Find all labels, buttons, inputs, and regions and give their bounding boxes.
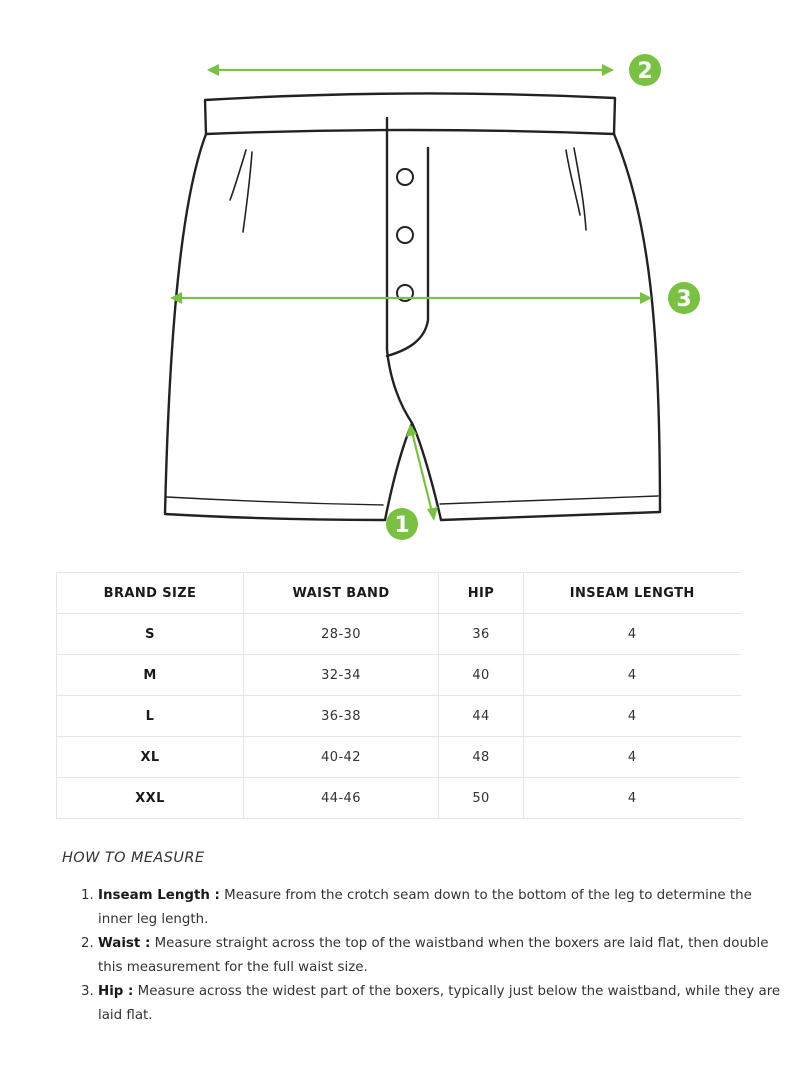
waist-arrow-left-head bbox=[207, 64, 219, 76]
item-text: Measure across the widest part of the boxers, typically just below the waistband, while they are laid flat. bbox=[98, 984, 781, 1023]
how-to-measure-title: HOW TO MEASURE bbox=[62, 850, 205, 866]
inseam-cell: 4 bbox=[524, 614, 741, 655]
header-waist-band: WAIST BAND bbox=[244, 573, 439, 614]
marker-3 bbox=[668, 282, 700, 314]
table-row bbox=[57, 614, 741, 655]
right-hem bbox=[440, 496, 658, 504]
table-header-row bbox=[57, 573, 741, 614]
table-row bbox=[57, 737, 741, 778]
hip-cell: 36 bbox=[439, 614, 524, 655]
item-term: Hip : bbox=[98, 984, 134, 999]
hip-cell: 48 bbox=[439, 737, 524, 778]
marker-1-label: 1 bbox=[394, 513, 410, 538]
marker-2 bbox=[629, 54, 661, 86]
hip-cell: 44 bbox=[439, 696, 524, 737]
header-brand-size: BRAND SIZE bbox=[57, 573, 244, 614]
button-2 bbox=[397, 227, 413, 243]
marker-1 bbox=[386, 508, 418, 540]
size-cell: L bbox=[57, 696, 244, 737]
inseam-arrow-bottom-head bbox=[427, 507, 438, 521]
size-cell: S bbox=[57, 614, 244, 655]
fly-outline bbox=[387, 118, 412, 423]
inseam-cell: 4 bbox=[524, 655, 741, 696]
hip-cell: 50 bbox=[439, 778, 524, 819]
button-1 bbox=[397, 169, 413, 185]
marker-2-label: 2 bbox=[637, 59, 653, 84]
size-cell: XXL bbox=[57, 778, 244, 819]
inseam-cell: 4 bbox=[524, 696, 741, 737]
marker-3-label: 3 bbox=[676, 287, 692, 312]
item-text: Measure from the crotch seam down to the bottom of the leg to determine the inner leg length. bbox=[98, 888, 752, 927]
inseam-cell: 4 bbox=[524, 737, 741, 778]
table-row bbox=[57, 696, 741, 737]
list-item bbox=[98, 932, 788, 980]
size-cell: XL bbox=[57, 737, 244, 778]
left-pleat-2 bbox=[243, 152, 252, 232]
item-term: Waist : bbox=[98, 936, 151, 951]
waist-cell: 44-46 bbox=[244, 778, 439, 819]
size-chart-table bbox=[56, 572, 741, 819]
waist-cell: 28-30 bbox=[244, 614, 439, 655]
waistband-outline bbox=[205, 93, 615, 134]
table-row bbox=[57, 778, 741, 819]
hip-cell: 40 bbox=[439, 655, 524, 696]
header-hip: HIP bbox=[439, 573, 524, 614]
size-cell: M bbox=[57, 655, 244, 696]
item-term: Inseam Length : bbox=[98, 888, 220, 903]
waist-cell: 40-42 bbox=[244, 737, 439, 778]
how-to-measure-list bbox=[62, 884, 788, 1028]
waist-arrow-right-head bbox=[602, 64, 614, 76]
list-item bbox=[98, 884, 788, 932]
waist-cell: 36-38 bbox=[244, 696, 439, 737]
left-hem bbox=[167, 497, 383, 505]
table-row bbox=[57, 655, 741, 696]
garment-outline bbox=[165, 134, 660, 520]
inseam-cell: 4 bbox=[524, 778, 741, 819]
right-pleat-1 bbox=[566, 150, 580, 215]
item-text: Measure straight across the top of the waistband when the boxers are laid flat, then double this measurement for the full waist size. bbox=[98, 936, 769, 975]
right-pleat-2 bbox=[574, 148, 586, 230]
list-item bbox=[98, 980, 788, 1028]
left-pleat-1 bbox=[230, 150, 246, 200]
header-inseam-length: INSEAM LENGTH bbox=[524, 573, 741, 614]
waist-cell: 32-34 bbox=[244, 655, 439, 696]
